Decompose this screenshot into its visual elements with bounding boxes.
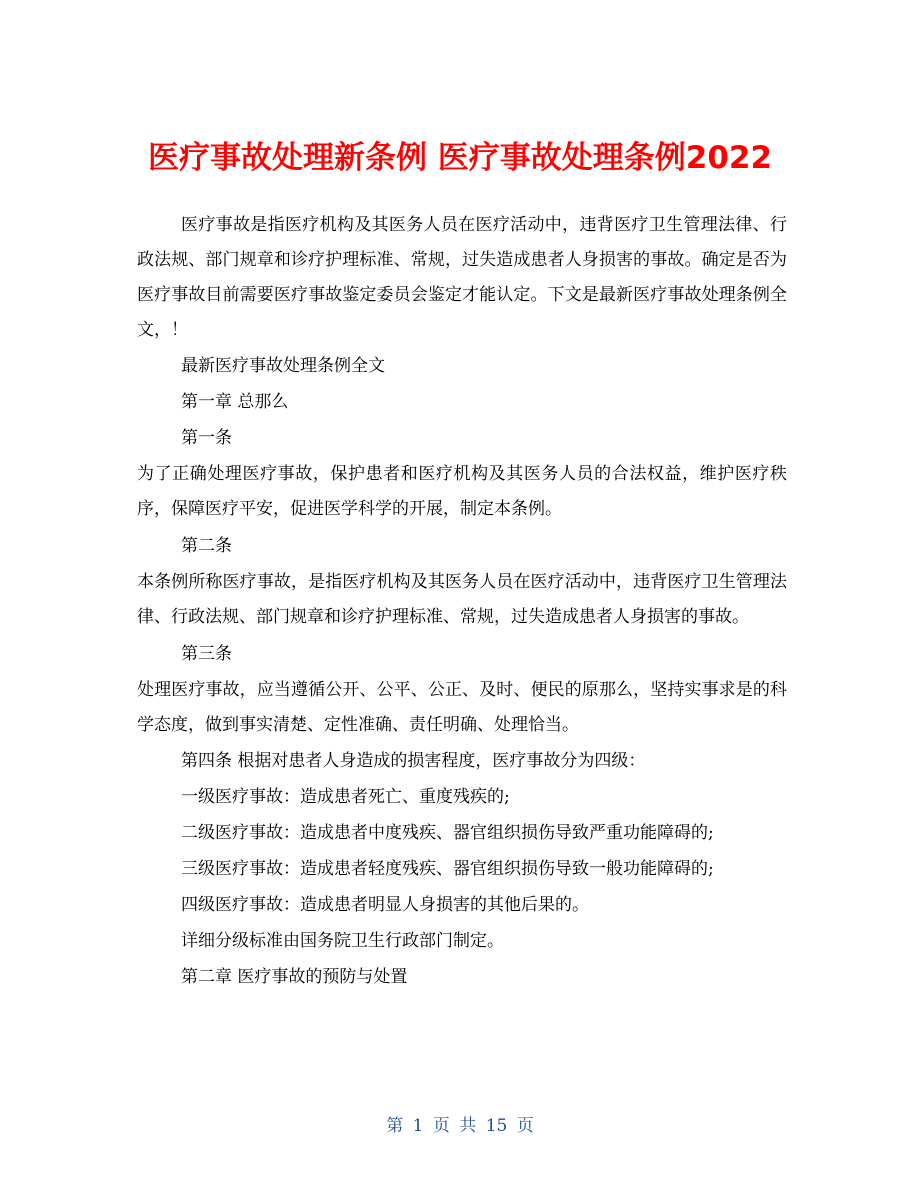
full-text-heading: 最新医疗事故处理条例全文 [181, 356, 385, 376]
page-number-footer: 第 1 页 共 15 页 [386, 1116, 534, 1136]
article-2-heading: 第二条 [181, 536, 232, 556]
chapter-1-heading: 第一章 总那么 [181, 392, 289, 412]
article-1-text: 为了正确处理医疗事故，保护患者和医疗机构及其医务人员的合法权益，维护医疗秩序，保障医疗平安，促进医学科学的开展，制定本条例。 [137, 464, 787, 519]
article-1-heading: 第一条 [181, 428, 232, 448]
grading-standard-note: 详细分级标准由国务院卫生行政部门制定。 [181, 931, 504, 951]
chapter-2-heading: 第二章 医疗事故的预防与处置 [181, 967, 408, 987]
article-3-heading: 第三条 [181, 644, 232, 664]
document-title: 医疗事故处理新条例 医疗事故处理条例2022 [147, 139, 773, 176]
article-3-text: 处理医疗事故，应当遵循公开、公平、公正、及时、便民的原那么，坚持实事求是的科学态度，做到事实清楚、定性准确、责任明确、处理恰当。 [137, 680, 787, 735]
document-body [137, 208, 787, 995]
grade-1-item: 一级医疗事故：造成患者死亡、重度残疾的; [181, 787, 510, 807]
grade-3-item: 三级医疗事故：造成患者轻度残疾、器官组织损伤导致一般功能障碍的; [181, 859, 714, 879]
grade-4-item: 四级医疗事故：造成患者明显人身损害的其他后果的。 [181, 895, 589, 915]
intro-paragraph: 医疗事故是指医疗机构及其医务人员在医疗活动中，违背医疗卫生管理法律、行政法规、部门规章和诊疗护理标准、常规，过失造成患者人身损害的事故。确定是否为医疗事故目前需要医疗事故鉴定委员会鉴定才能认定。下文是最新医疗事故处理条例全文，！ [137, 215, 787, 340]
article-4-text: 第四条 根据对患者人身造成的损害程度，医疗事故分为四级： [181, 751, 646, 771]
grade-2-item: 二级医疗事故：造成患者中度残疾、器官组织损伤导致严重功能障碍的; [181, 823, 714, 843]
article-2-text: 本条例所称医疗事故，是指医疗机构及其医务人员在医疗活动中，违背医疗卫生管理法律、行政法规、部门规章和诊疗护理标准、常规，过失造成患者人身损害的事故。 [137, 572, 787, 627]
